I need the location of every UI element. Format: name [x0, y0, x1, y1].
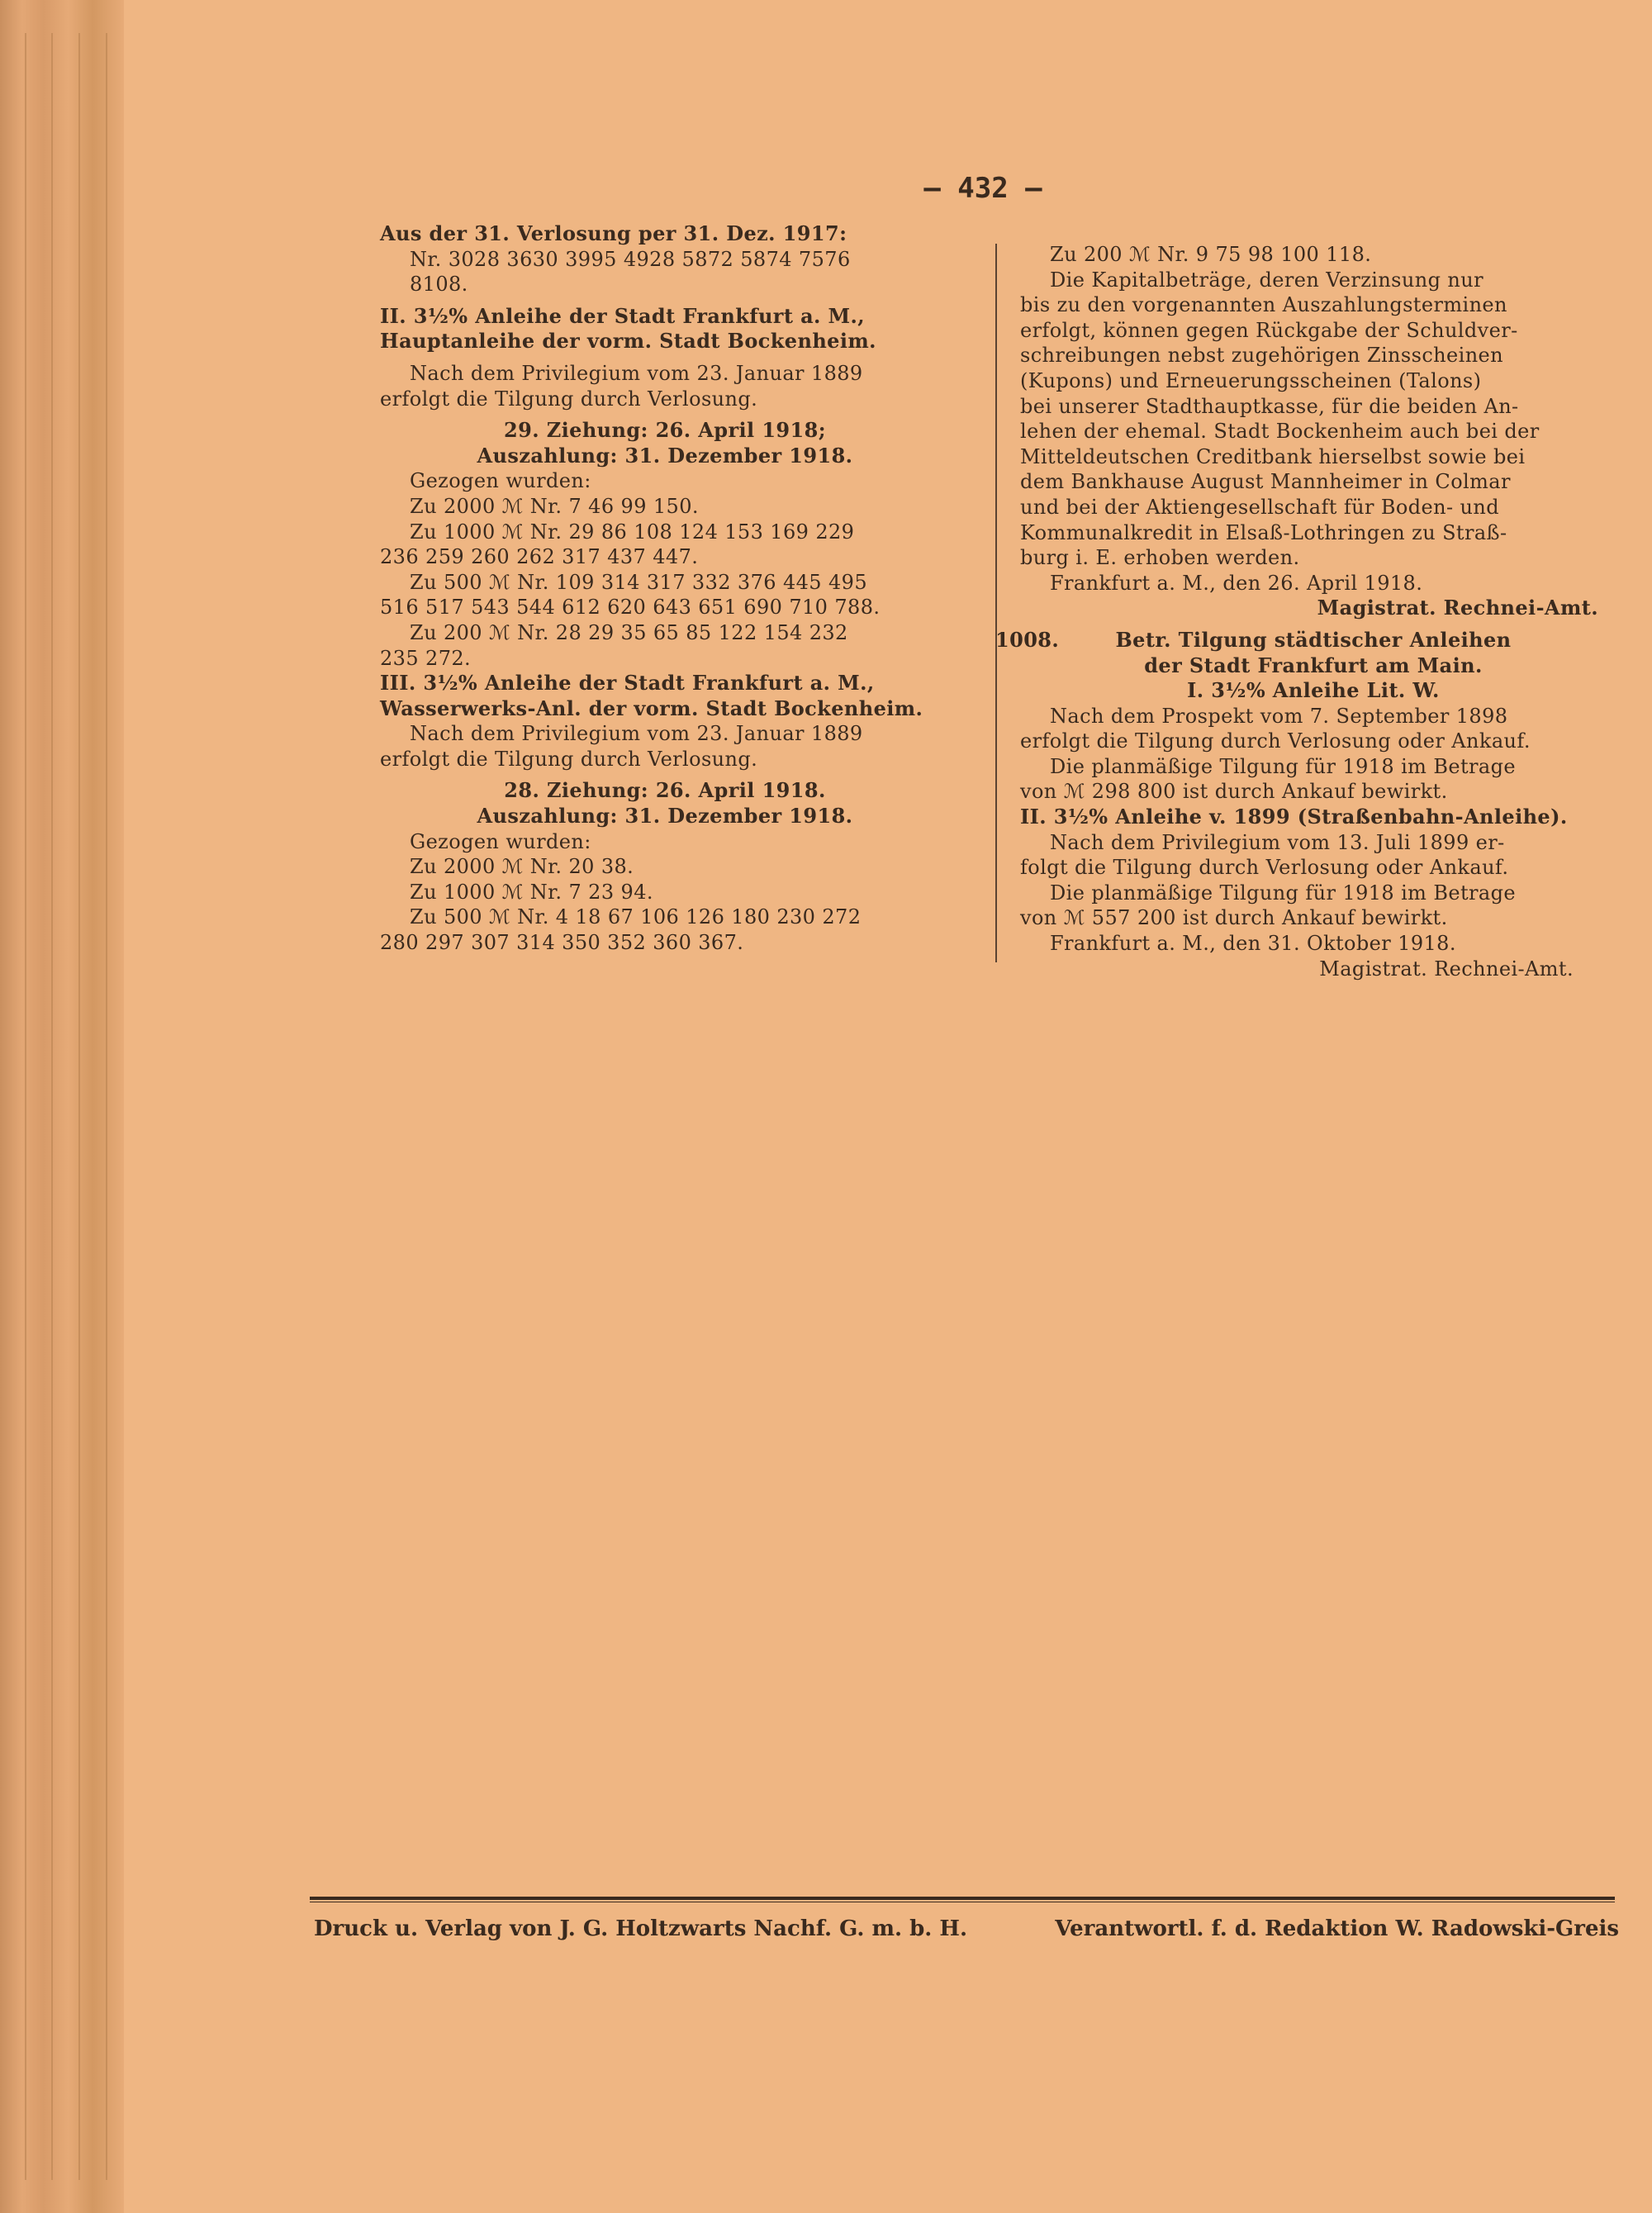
editor-imprint: Verantwortl. f. d. Redaktion W. Radowski-Greis	[1055, 1916, 1619, 1941]
entry-title: Betr. Tilgung städtischer Anleihen	[1115, 627, 1512, 652]
drawn-row: 516 517 543 544 612 620 643 651 690 710 788.	[380, 596, 881, 620]
notice-line: Kommunalkredit in Elsaß-Lothringen zu Straß-	[1020, 520, 1507, 544]
notice-line: Mitteldeutschen Creditbank hierselbst sowie bei	[1020, 444, 1526, 468]
intro-line: Aus der 31. Verlosung per 31. Dez. 1917:	[380, 221, 847, 245]
privilege-text: Nach dem Privilegium vom 23. Januar 1889	[410, 361, 863, 385]
notice-line: schreibungen nebst zugehörigen Zinsscheinen	[1020, 344, 1504, 368]
notice-line: burg i. E. erhoben werden.	[1020, 546, 1300, 570]
edge-line	[106, 33, 107, 2180]
drawn-row: Zu 200 ℳ Nr. 28 29 35 65 85 122 154 232	[410, 620, 848, 644]
drawn-row: Zu 1000 ℳ Nr. 7 23 94.	[410, 880, 653, 904]
notice-line: lehen der ehemal. Stadt Bockenheim auch bei der	[1020, 420, 1540, 444]
intro-line: 8108.	[410, 273, 468, 297]
date-line: Frankfurt a. M., den 31. Oktober 1918.	[1050, 932, 1456, 956]
notice-line: erfolgt, können gegen Rückgabe der Schuldver-	[1020, 318, 1518, 342]
draw-date: 28. Ziehung: 26. April 1918.	[504, 778, 826, 803]
printer-imprint: Druck u. Verlag von J. G. Holtzwarts Nachf. G. m. b. H.	[314, 1916, 967, 1941]
entry-1008	[995, 627, 1607, 653]
loan-heading: Wasserwerks-Anl. der vorm. Stadt Bockenheim.	[380, 696, 923, 720]
right-column	[995, 242, 1607, 981]
notice-line: Die Kapitalbeträge, deren Verzinsung nur	[1050, 268, 1483, 292]
entry-line: folgt die Tilgung durch Verlosung oder Ankauf.	[1020, 856, 1509, 880]
entry-line: Die planmäßige Tilgung für 1918 im Betrage	[1050, 881, 1516, 905]
entry-title: der Stadt Frankfurt am Main.	[1144, 653, 1483, 677]
entry-subheading: I. 3½% Anleihe Lit. W.	[1187, 678, 1440, 703]
notice-line: bei unserer Stadthauptkasse, für die beiden An-	[1020, 394, 1519, 418]
intro-line: Nr. 3028 3630 3995 4928 5872 5874 7576	[410, 247, 851, 271]
loan-heading: III. 3½% Anleihe der Stadt Frankfurt a. M.,	[380, 671, 875, 696]
edge-line	[78, 33, 80, 2180]
footer-rule	[310, 1897, 1615, 1900]
loan-heading: II. 3½% Anleihe der Stadt Frankfurt a. M.,	[380, 303, 866, 328]
entry-subheading: II. 3½% Anleihe v. 1899 (Straßenbahn-Anleihe).	[1020, 805, 1568, 829]
entry-line: von ℳ 557 200 ist durch Ankauf bewirkt.	[1020, 906, 1448, 930]
page-number: — 432 —	[923, 172, 1042, 205]
entry-number: 1008.	[995, 627, 1060, 652]
entry-line: Nach dem Privilegium vom 13. Juli 1899 er-	[1050, 830, 1505, 854]
payout-date: Auszahlung: 31. Dezember 1918.	[477, 443, 853, 468]
privilege-text: erfolgt die Tilgung durch Verlosung.	[380, 747, 758, 771]
signature: Magistrat. Rechnei-Amt.	[1317, 596, 1598, 620]
privilege-text: Nach dem Privilegium vom 23. Januar 1889	[410, 722, 863, 746]
loan-heading: Hauptanleihe der vorm. Stadt Bockenheim.	[380, 329, 876, 354]
draw-date: 29. Ziehung: 26. April 1918;	[504, 418, 826, 443]
signature: Magistrat. Rechnei-Amt.	[1319, 957, 1574, 981]
drawn-row: 235 272.	[380, 646, 472, 670]
book-edge	[0, 0, 124, 2213]
entry-line: erfolgt die Tilgung durch Verlosung oder Ankauf.	[1020, 729, 1531, 753]
notice-line: und bei der Aktiengesellschaft für Boden- und	[1020, 495, 1499, 519]
payout-date: Auszahlung: 31. Dezember 1918.	[477, 804, 853, 829]
drawn-row: Zu 500 ℳ Nr. 4 18 67 106 126 180 230 272	[410, 905, 862, 929]
entry-line: von ℳ 298 800 ist durch Ankauf bewirkt.	[1020, 780, 1448, 804]
notice-line: dem Bankhause August Mannheimer in Colmar	[1020, 470, 1511, 494]
drawn-label: Gezogen wurden:	[410, 469, 591, 493]
notice-line: (Kupons) und Erneuerungsscheinen (Talons)	[1020, 368, 1482, 392]
left-column	[380, 221, 950, 956]
drawn-row: 236 259 260 262 317 437 447.	[380, 545, 699, 569]
drawn-row: Zu 2000 ℳ Nr. 7 46 99 150.	[410, 494, 699, 518]
edge-line	[51, 33, 53, 2180]
drawn-row: Zu 2000 ℳ Nr. 20 38.	[410, 855, 634, 879]
privilege-text: erfolgt die Tilgung durch Verlosung.	[380, 387, 758, 411]
notice-line: bis zu den vorgenannten Auszahlungsterminen	[1020, 293, 1507, 317]
drawn-row: Zu 500 ℳ Nr. 109 314 317 332 376 445 495	[410, 570, 868, 594]
drawn-row: Zu 1000 ℳ Nr. 29 86 108 124 153 169 229	[410, 520, 855, 544]
edge-line	[25, 33, 26, 2180]
drawn-label: Gezogen wurden:	[410, 829, 591, 853]
column-divider	[995, 244, 997, 962]
footer	[314, 1916, 1619, 1941]
drawn-row: Zu 200 ℳ Nr. 9 75 98 100 118.	[1050, 243, 1372, 266]
entry-line: Nach dem Prospekt vom 7. September 1898	[1050, 704, 1508, 728]
date-line: Frankfurt a. M., den 26. April 1918.	[1050, 571, 1423, 595]
entry-line: Die planmäßige Tilgung für 1918 im Betrage	[1050, 754, 1516, 778]
drawn-row: 280 297 307 314 350 352 360 367.	[380, 931, 744, 955]
